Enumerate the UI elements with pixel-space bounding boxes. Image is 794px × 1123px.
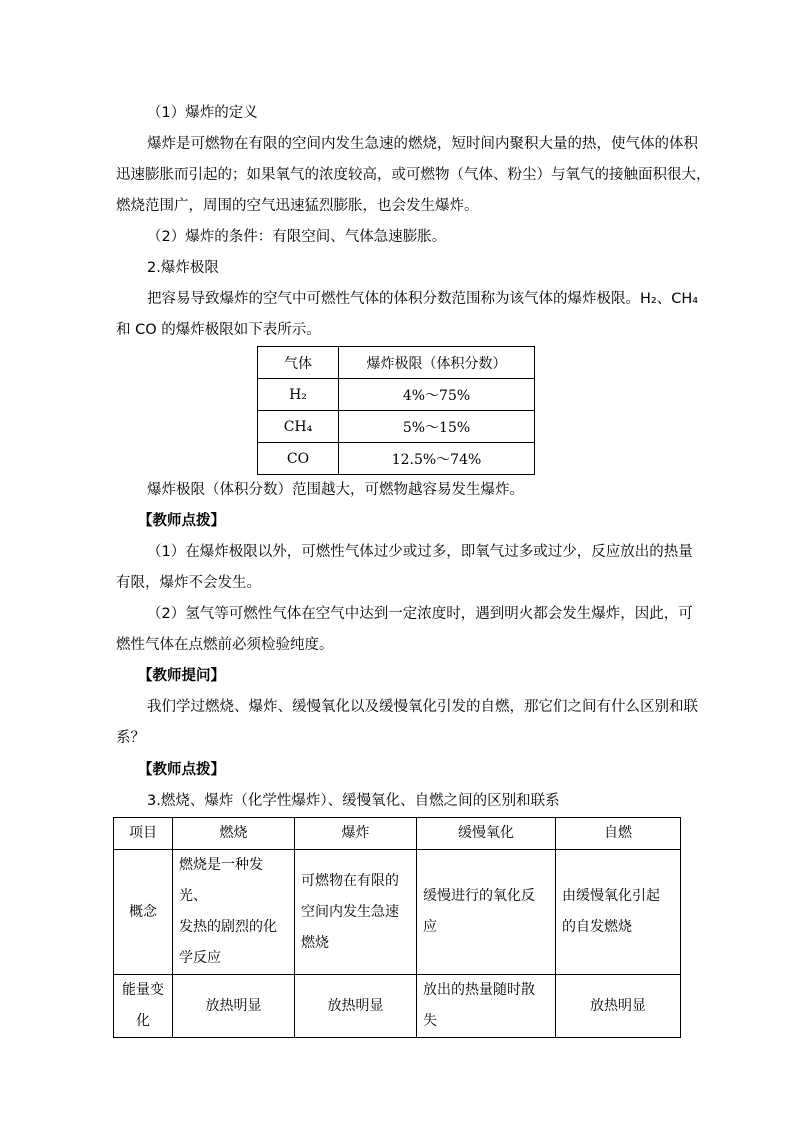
paragraph-line: 爆炸是可燃物在有限的空间内发生急速的燃烧，短时间内聚积大量的热，使气体的体积 — [147, 136, 698, 152]
paragraph-line: （1）在爆炸极限以外，可燃性气体过少或过多，即氧气过多或过少，反应放出的热量 — [147, 544, 693, 560]
table-header-cell: 缓慢氧化 — [417, 818, 556, 850]
cell-line: 的自发燃烧 — [562, 919, 632, 935]
section-heading-explosion-definition: （1）爆炸的定义 — [147, 105, 258, 121]
table-cell-gas: CH₄ — [258, 411, 339, 443]
table-header-row — [258, 347, 535, 379]
table-cell-slow-oxidation-energy — [417, 975, 556, 1038]
paragraph-line: 系？ — [116, 730, 145, 746]
row-label-energy — [114, 975, 173, 1038]
cell-line: 缓慢进行的氧化反 — [423, 888, 535, 904]
table-cell-slow-oxidation-concept — [417, 850, 556, 975]
paragraph-line: 燃性气体在点燃前必须检验纯度。 — [116, 637, 334, 653]
cell-line: 放出的热量随时散 — [423, 982, 535, 998]
table-cell-limit: 4%～75% — [339, 379, 535, 411]
table-cell-combustion-energy: 放热明显 — [173, 975, 295, 1038]
paragraph-line: 把容易导致爆炸的空气中可燃性气体的体积分数范围称为该气体的爆炸极限。H₂、CH₄ — [147, 291, 699, 307]
table-cell-limit: 12.5%～74% — [339, 443, 535, 475]
teacher-tip-title: 【教师点拨】 — [138, 762, 225, 778]
table-header-cell: 燃烧 — [173, 818, 295, 850]
table-cell-spontaneous-energy: 放热明显 — [556, 975, 681, 1038]
row-label-concept: 概念 — [114, 850, 173, 975]
table-row — [258, 379, 535, 411]
cell-line: 燃烧 — [301, 934, 329, 951]
paragraph-line: 迅速膨胀而引起的；如果氧气的浓度较高，或可燃物（气体、粉尘）与氧气的接触面积很大， — [116, 167, 711, 183]
cell-line: 空间内发生急速 — [301, 903, 399, 920]
table-row — [114, 975, 681, 1038]
section-heading-explosion-conditions: （2）爆炸的条件：有限空间、气体急速膨胀。 — [147, 229, 447, 245]
paragraph-line: 我们学过燃烧、爆炸、缓慢氧化以及缓慢氧化引发的自燃，那它们之间有什么区别和联 — [147, 699, 698, 715]
table-header-cell: 项目 — [114, 818, 173, 850]
table-cell-gas: CO — [258, 443, 339, 475]
table-cell-gas: H₂ — [258, 379, 339, 411]
cell-line: 化 — [136, 1013, 150, 1029]
teacher-question-title: 【教师提问】 — [138, 668, 225, 684]
cell-line: 燃烧是一种发光、 — [179, 857, 263, 904]
table-header-cell: 爆炸极限（体积分数） — [339, 347, 535, 379]
cell-line: 失 — [423, 1013, 437, 1029]
cell-line: 可燃物在有限的 — [301, 872, 399, 889]
table-header-row — [114, 818, 681, 850]
cell-line: 由缓慢氧化引起 — [562, 888, 660, 904]
cell-line: 能量变 — [122, 982, 164, 998]
paragraph-line: （2）氢气等可燃性气体在空气中达到一定浓度时，遇到明火都会发生爆炸，因此，可 — [147, 606, 693, 622]
paragraph-line: 燃烧范围广，周围的空气迅速猛烈膨胀，也会发生爆炸。 — [116, 198, 479, 214]
teacher-tip-title: 【教师点拨】 — [138, 513, 225, 529]
table-cell-combustion-concept — [173, 850, 295, 975]
table-cell-limit: 5%～15% — [339, 411, 535, 443]
paragraph-line: 和 CO 的爆炸极限如下表所示。 — [116, 322, 321, 338]
section-heading-explosion-limit: 2.爆炸极限 — [147, 260, 219, 276]
table-header-cell: 爆炸 — [295, 818, 417, 850]
paragraph-line: 爆炸极限（体积分数）范围越大，可燃物越容易发生爆炸。 — [147, 482, 524, 498]
table-cell-explosion-energy: 放热明显 — [295, 975, 417, 1038]
paragraph-line: 有限，爆炸不会发生。 — [116, 575, 261, 591]
comparison-table — [113, 817, 681, 1038]
table-row — [258, 411, 535, 443]
cell-line: 应 — [423, 919, 437, 935]
cell-line: 发热的剧烈的化 — [179, 919, 277, 935]
table-row — [258, 443, 535, 475]
cell-line: 学反应 — [179, 950, 221, 966]
table-header-cell: 自燃 — [556, 818, 681, 850]
table-cell-spontaneous-concept — [556, 850, 681, 975]
explosion-limit-table — [257, 346, 535, 475]
table-row — [114, 850, 681, 975]
table-cell-explosion-concept — [295, 850, 417, 975]
table-header-cell: 气体 — [258, 347, 339, 379]
section-heading-comparison: 3.燃烧、爆炸（化学性爆炸）、缓慢氧化、自燃之间的区别和联系 — [147, 793, 560, 809]
